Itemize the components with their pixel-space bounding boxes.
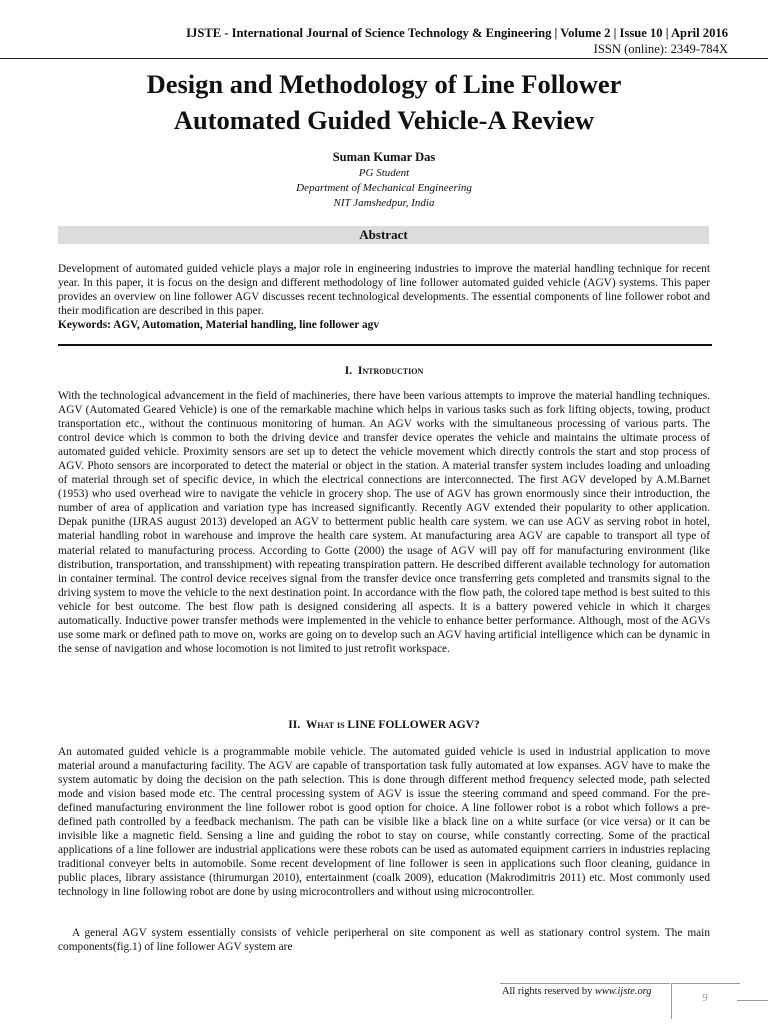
section-1-title: Introduction (357, 365, 424, 377)
section-2-paragraph-2: A general AGV system essentially consists of vehicle periperheral on site component as well as stationary control system. The main components(fig.1) of line follower AGV system are (58, 927, 710, 954)
author-department: Department of Mechanical Engineering (296, 182, 472, 194)
author-name: Suman Kumar Das (332, 150, 436, 164)
section-2-title: LINE FOLLOWER AGV? (347, 719, 480, 731)
paper-title (0, 66, 768, 138)
section-2-paragraph-1: An automated guided vehicle is a programmable mobile vehicle. The automated guided vehicle is used in industrial application to move material around a manufacturing facility. The AGV are capable of transportation task fully automated at low expanses. AGV have to make the system automatic by doing the decision on the path selection. This is done through different method frequency selected mode, path selected mode and vision based mode etc. The central processing system of AGV is issue the steering command and speed command. For the pre-defined manufacturing environment the line follower robot is good option for choice. A line follower robot is a robot which follows a pre-defined path controlled by a feedback mechanism. The path can be visible like a black line on a white surface (or vice versa) or it can be invisible like a magnetic field. Sensing a line and guiding the robot to stay on course, while constantly correcting. Some of the practical applications of a line follower are industrial applications were these robots can be used as automated equipment carriers in industries replacing traditional conveyer belts in automobile. Some recent development of line follower is seen in applications such floor cleaning, guidance in public places, library assistance (thirumurgan 2010), entertainment (coalk 2009), education (Makrodimitris 2011) etc. Most commonly used technology in line following robot are done by using microcontrollers and without using microcontroller. (58, 746, 710, 899)
section-1-number: I. (344, 365, 353, 377)
section-2-heading (0, 719, 768, 731)
title-line-2: Automated Guided Vehicle-A Review (173, 105, 595, 135)
header-divider (0, 58, 768, 59)
journal-header: IJSTE - International Journal of Science Technology & Engineering | Volume 2 | Issue 10 | April 2016 (186, 26, 728, 40)
footer-divider (500, 983, 670, 984)
abstract-divider (58, 344, 712, 346)
issn-line: ISSN (online): 2349-784X (593, 42, 728, 56)
page-number: 9 (702, 992, 708, 1004)
section-1-text: With the technological advancement in the field of machineries, there have been various attempts to improve the material handling techniques. AGV (Automated Geared Vehicle) is one of the remarkable machine which helps in various tasks such as fork lifting objects, towing, product transportation etc., without the continuous monitoring of human. An AGV works with the simultaneous processing of various parts. The control device which is common to both the driving device and transfer device operates the vehicle and maintains the ultimate process of automated guided vehicle. Proximity sensors are set up to detect the vehicle movement which directly controls the start and stop process of AGV. Photo sensors are incorporated to detect the material or object in the station. A material transfer system includes loading and unloading of material through set of specific device, in which the electrical connections are interconnected. The first AGV developed by A.M.Barnet (1953) who used overhead wire to navigate the vehicle in grocery shop. The use of AGV has grown enormously since their introduction, the number of area of application and variation type has increased significantly. Recently AGV extended their popularity to other application. Depak punithe (IJRAS august 2013) developed an AGV to betterment public health care system. we can use AGV as serving robot in hotel, material handling robot in warehouse and improve the health care system. At manufacturing area AGV are capable to transport all type of material related to manufacturing process. According to Gotte (2000) the usage of AGV will pay off for manufacturing environment (like distribution, transportation, and transshipment) with repeating transpiration pattern. He described different available technology for automation in container terminal. The control device receives signal from the transfer device once transferring gets completed and transmits signal to the driving system to move the vehicle to the next destination point. In accordance with the flow path, the colored tape method is best suited to this vehicle for best outcome. The best flow path is designed considering all aspects. It is a battery powered vehicle in which it charges automatically. Inductive power transfer methods were implemented in the vehicle to enhance better performance. Although, most of the AGVs use some mark or defined path to move on, works are going on to develop such an AGV having artificial intelligence which can be dynamic in the sense of navigation and whose locomotion is not limited to just retrofit workspace. (58, 390, 710, 655)
page-corner-rule (737, 1000, 768, 1001)
section-2-number: II. (288, 719, 301, 731)
section-2-title-smallcaps: What is (305, 719, 345, 731)
title-line-1: Design and Methodology of Line Follower (146, 69, 622, 99)
abstract-heading: Abstract (58, 226, 709, 244)
section-1-heading (0, 365, 768, 377)
author-role: PG Student (358, 167, 410, 179)
abstract-text: Development of automated guided vehicle plays a major role in engineering industries to improve the material handling technique for recent year. In this paper, it is focus on the design and different methodology of line follower automated guided vehicle (AGV) systems. This paper provides an overview on line follower AGV discusses recent technological developments. The essential components of line follower robot and their modification are described in this paper. (58, 263, 710, 318)
footer-rights-text: All rights reserved by (502, 986, 595, 997)
keywords: Keywords: AGV, Automation, Material handling, line follower agv (58, 319, 379, 331)
footer-site-link[interactable]: www.ijste.org (594, 986, 652, 997)
author-institution: NIT Jamshedpur, India (333, 197, 435, 209)
footer-rights (502, 986, 652, 997)
